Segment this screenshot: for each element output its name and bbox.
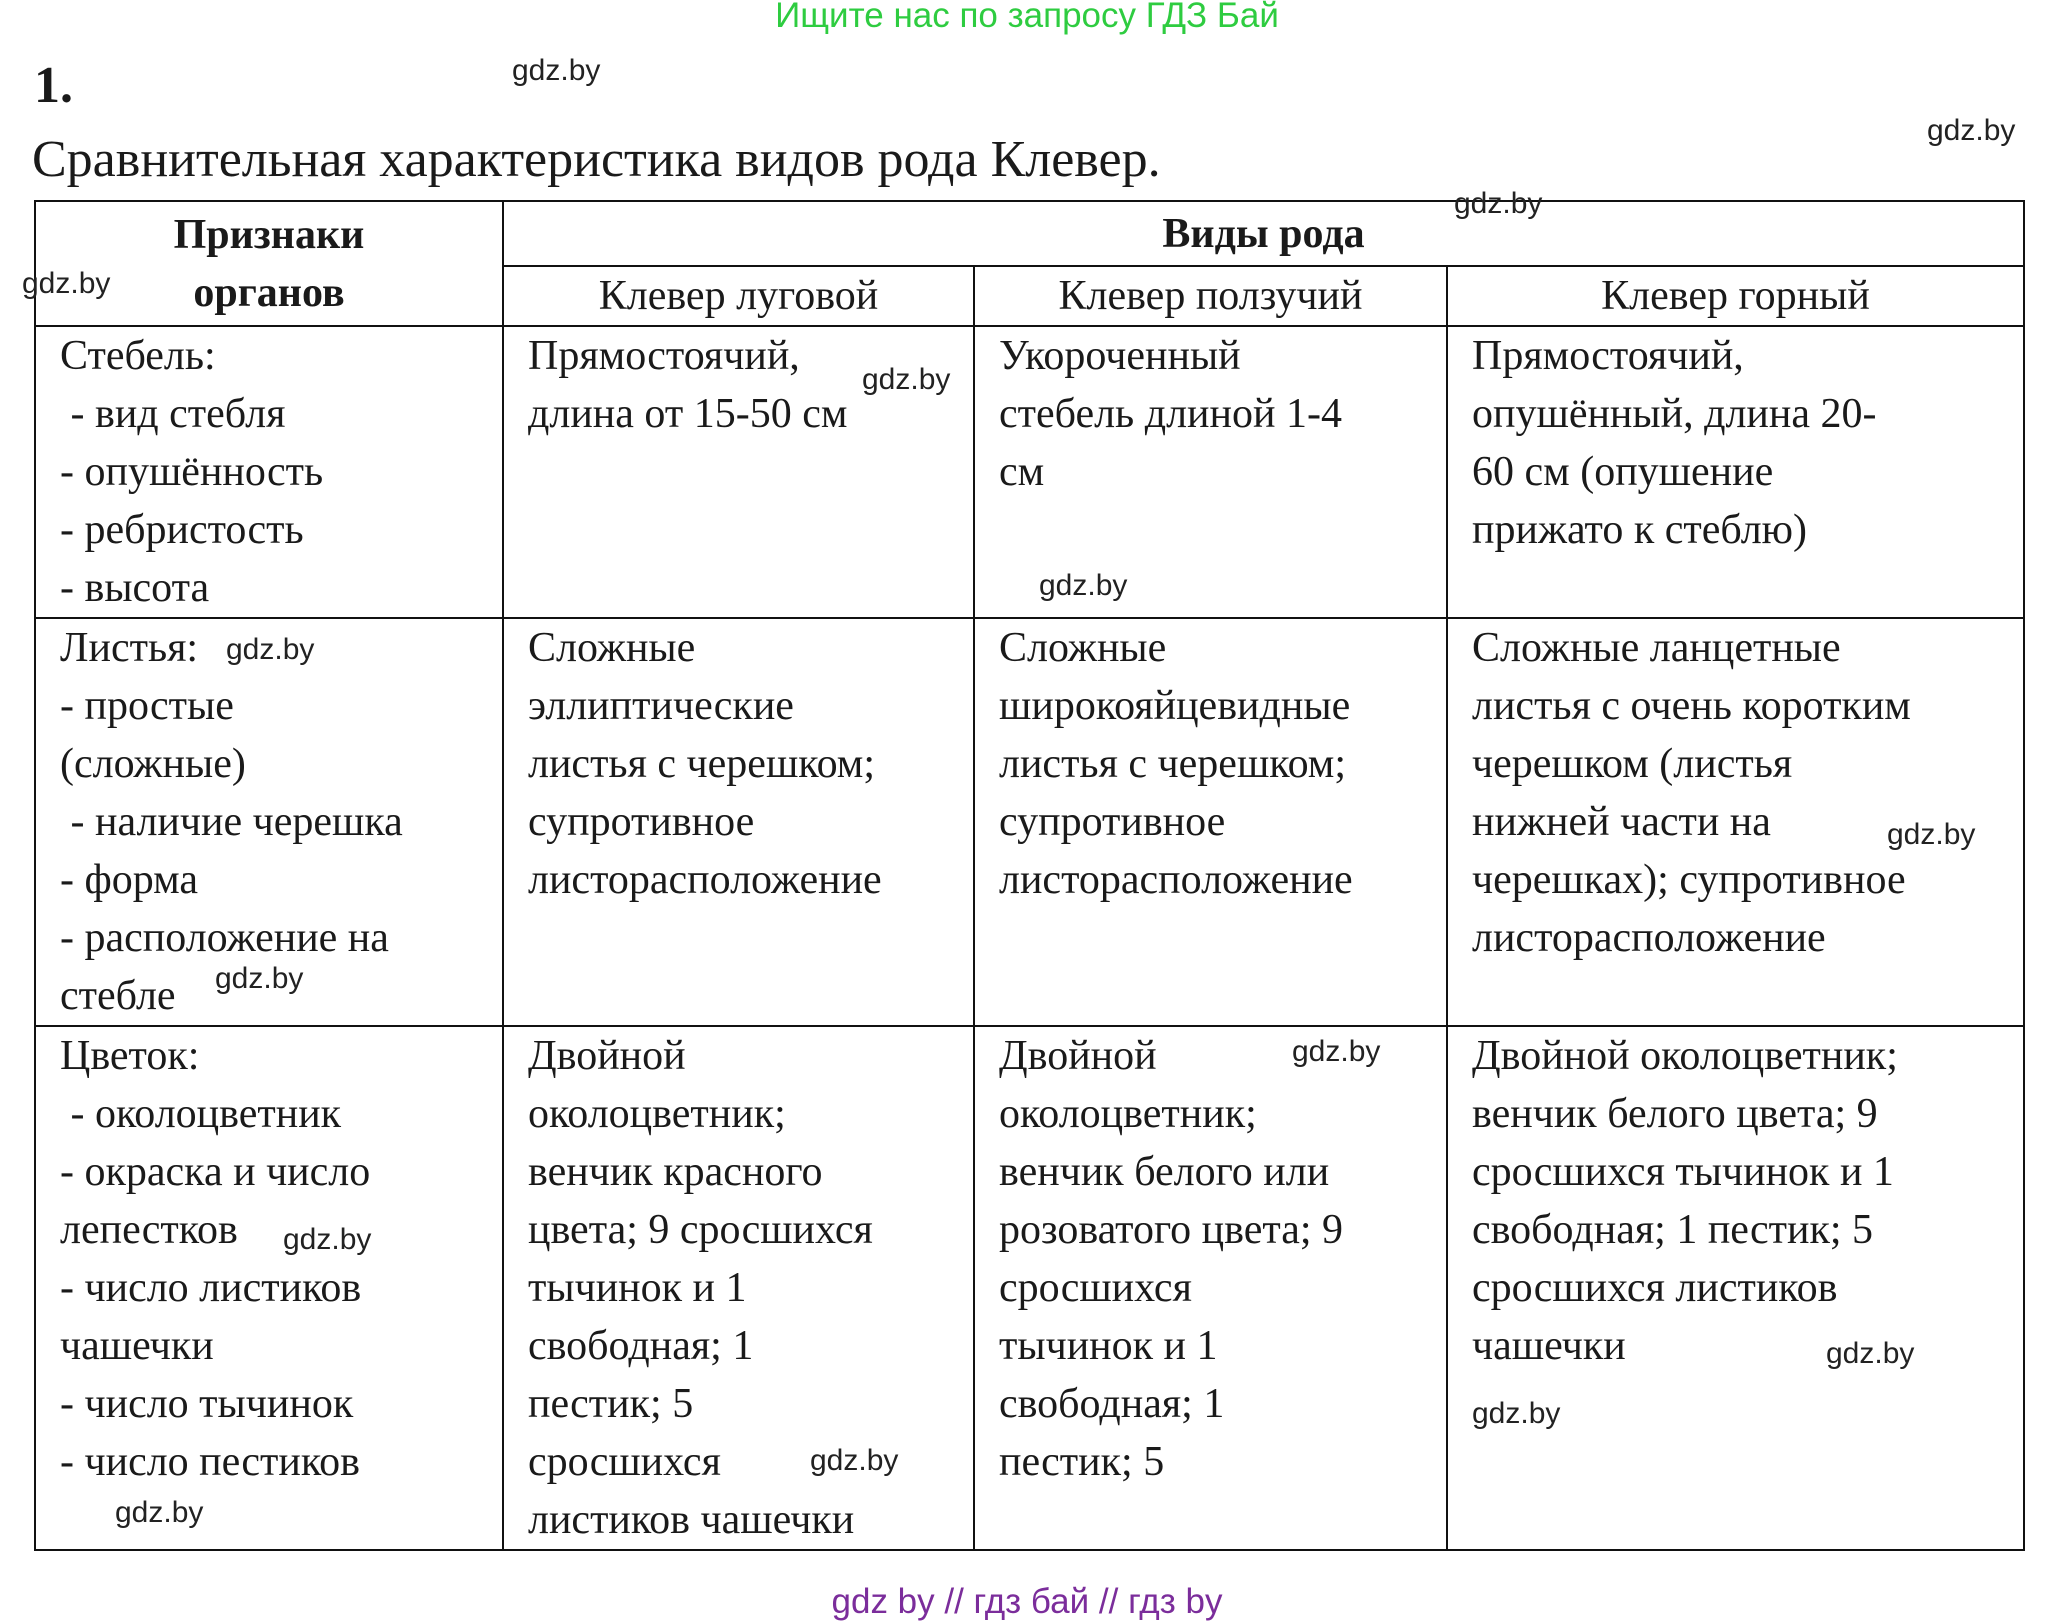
cell-line: - высота (60, 565, 210, 611)
watermark: gdz.by (22, 267, 111, 300)
table-row (35, 1026, 2024, 1550)
cell-line: - простые (60, 683, 234, 729)
cell-line: листорасположение (1472, 915, 1826, 961)
watermark: gdz.by (1039, 569, 1128, 602)
cell-line: цвета; 9 сросшихся (528, 1207, 873, 1253)
cell-line: тычинок и 1 (999, 1323, 1218, 1369)
watermark: gdz.by (1887, 818, 1976, 851)
cell-line: сросшихся листиков (1472, 1265, 1838, 1311)
header-features (35, 201, 503, 326)
cell-line: Двойной (999, 1033, 1157, 1079)
table-row (35, 326, 2024, 618)
cell-line: Стебель: (60, 333, 216, 379)
cell-line: - околоцветник (60, 1091, 342, 1137)
cell-line: Сложные (999, 625, 1167, 671)
header-species-group: Виды рода (503, 201, 2024, 266)
cell-line: прижато к стеблю) (1472, 507, 1808, 553)
header-species-2: Клевер ползучий (974, 266, 1447, 326)
watermark: gdz.by (283, 1223, 372, 1256)
comparison-table (34, 200, 2025, 1551)
cell-line: венчик красного (528, 1149, 823, 1195)
cell-line: (сложные) (60, 741, 246, 787)
cell-line: - опушённость (60, 449, 324, 495)
watermark: gdz.by (1292, 1035, 1381, 1068)
header-line: органов (193, 269, 345, 316)
cell-line: венчик белого или (999, 1149, 1330, 1195)
cell-line: 60 см (опушение (1472, 449, 1774, 495)
cell-line: сросшихся тычинок и 1 (1472, 1149, 1894, 1195)
cell-line: пестик; 5 (999, 1439, 1165, 1485)
cell-line: венчик белого цвета; 9 (1472, 1091, 1878, 1137)
page-title: Сравнительная характеристика видов рода Клевер. (32, 131, 1161, 188)
header-species-3: Клевер горный (1447, 266, 2024, 326)
cell-line: Прямостоячий, (528, 333, 800, 379)
cell-line: черешком (листья (1472, 741, 1793, 787)
cell-line: - наличие черешка (60, 799, 403, 845)
cell-line: свободная; 1 пестик; 5 (1472, 1207, 1874, 1253)
footer-links: gdz by // гдз бай // гдз by (831, 1582, 1223, 1621)
species-cell (503, 618, 974, 1026)
cell-line: - ребристость (60, 507, 304, 553)
feature-cell (35, 326, 503, 618)
cell-line: лепестков (60, 1207, 238, 1253)
cell-line: свободная; 1 (999, 1381, 1225, 1427)
cell-line: листиков чашечки (528, 1497, 855, 1543)
cell-line: Двойной околоцветник; (1472, 1033, 1898, 1079)
cell-line: околоцветник; (999, 1091, 1257, 1137)
cell-line: пестик; 5 (528, 1381, 694, 1427)
species-cell (503, 1026, 974, 1550)
cell-line: розоватого цвета; 9 (999, 1207, 1344, 1253)
cell-line: стебель длиной 1-4 (999, 391, 1342, 437)
species-cell (1447, 1026, 2024, 1550)
cell-line: тычинок и 1 (528, 1265, 747, 1311)
cell-line: эллиптические (528, 683, 794, 729)
cell-line: Листья: (60, 625, 199, 671)
cell-line: Двойной (528, 1033, 686, 1079)
cell-line: листорасположение (999, 857, 1353, 903)
cell-line: Сложные ланцетные (1472, 625, 1841, 671)
cell-line: листья с очень коротким (1472, 683, 1911, 729)
cell-line: Прямостоячий, (1472, 333, 1744, 379)
watermark: gdz.by (1927, 114, 2016, 147)
species-cell (974, 618, 1447, 1026)
cell-line: опушённый, длина 20- (1472, 391, 1877, 437)
cell-line: нижней части на (1472, 799, 1771, 845)
cell-line: стебле (60, 973, 176, 1019)
cell-line: чашечки (1472, 1323, 1626, 1369)
watermark: gdz.by (1454, 187, 1543, 220)
watermark: gdz.by (1472, 1397, 1561, 1430)
feature-cell (35, 1026, 503, 1550)
watermark: gdz.by (1826, 1337, 1915, 1370)
search-banner: Ищите нас по запросу ГДЗ Бай (775, 0, 1279, 35)
watermark: gdz.by (862, 363, 951, 396)
watermark: gdz.by (512, 54, 601, 87)
header-species-1: Клевер луговой (503, 266, 974, 326)
cell-line: чашечки (60, 1323, 214, 1369)
task-number: 1. (34, 57, 73, 114)
cell-line: свободная; 1 (528, 1323, 754, 1369)
cell-line: - число тычинок (60, 1381, 354, 1427)
cell-line: широкояйцевидные (999, 683, 1351, 729)
cell-line: листья с черешком; (999, 741, 1347, 787)
cell-line: сросшихся (528, 1439, 721, 1485)
watermark: gdz.by (226, 633, 315, 666)
watermark: gdz.by (810, 1444, 899, 1477)
cell-line: листья с черешком; (528, 741, 876, 787)
cell-line: - число пестиков (60, 1439, 360, 1485)
cell-line: Цветок: (60, 1033, 200, 1079)
cell-line: сросшихся (999, 1265, 1192, 1311)
cell-line: супротивное (528, 799, 755, 845)
cell-line: черешках); супротивное (1472, 857, 1906, 903)
cell-line: околоцветник; (528, 1091, 786, 1137)
cell-line: - форма (60, 857, 198, 903)
cell-line: - окраска и число (60, 1149, 371, 1195)
cell-line: супротивное (999, 799, 1226, 845)
table-row (35, 618, 2024, 1026)
cell-line: длина от 15-50 см (528, 391, 848, 437)
cell-line: - расположение на (60, 915, 389, 961)
species-cell (974, 1026, 1447, 1550)
cell-line: см (999, 449, 1045, 495)
cell-line: - вид стебля (60, 391, 286, 437)
cell-line: листорасположение (528, 857, 882, 903)
watermark: gdz.by (215, 962, 304, 995)
cell-line: - число листиков (60, 1265, 362, 1311)
watermark: gdz.by (115, 1496, 204, 1529)
cell-line: Укороченный (999, 333, 1241, 379)
header-line: Признаки (173, 211, 365, 258)
species-cell (1447, 326, 2024, 618)
cell-line: Сложные (528, 625, 696, 671)
